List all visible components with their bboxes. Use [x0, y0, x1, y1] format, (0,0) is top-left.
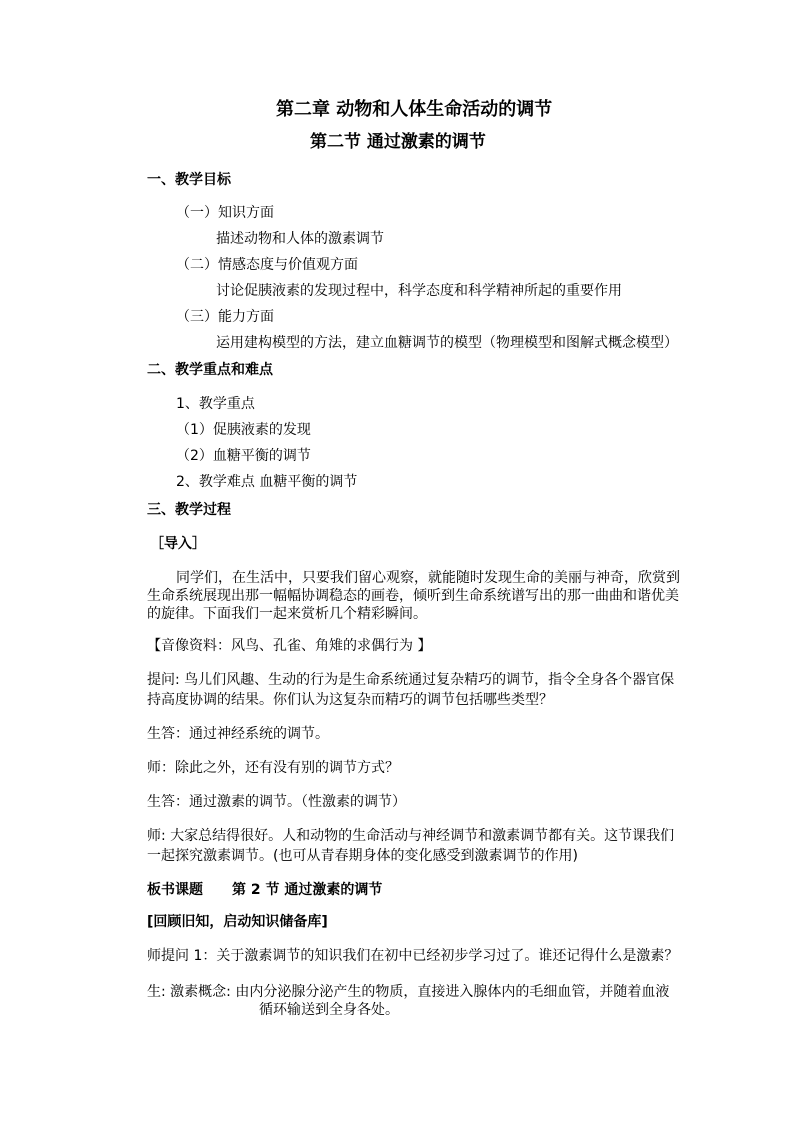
goals-heading: 一、教学目标 [147, 172, 231, 188]
student-answer-1: 生答：通过神经系统的调节。 [147, 726, 329, 742]
media-resource: 【音像资料：风鸟、孔雀、角雉的求偶行为 】 [147, 638, 432, 654]
section-title: 第二节 通过激素的调节 [310, 132, 486, 152]
teacher-summary-line1: 师: 大家总结得很好。人和动物的生命活动与神经调节和激素调节都有关。这节课我们 [147, 828, 675, 844]
board-label: 板书课题 [147, 882, 203, 898]
keypoints-difficulty: 2、教学难点 血糖平衡的调节 [176, 474, 358, 490]
goals-knowledge-label: （一）知识方面 [176, 205, 274, 221]
student-concept-line2: 循环输送到全身各处。 [259, 1002, 399, 1018]
question-line1: 提问: 鸟儿们风趣、生动的行为是生命系统通过复杂精巧的调节，指令全身各个器官保 [147, 672, 675, 688]
keypoints-heading: 二、教学重点和难点 [147, 362, 273, 378]
intro-paragraph-line1: 同学们，在生活中，只要我们留心观察，就能随时发现生命的美丽与神奇，欣赏到 [176, 570, 680, 586]
teacher-line-1: 师：除此之外，还有没有别的调节方式？ [147, 760, 399, 776]
teacher-summary-line2: 一起探究激素调节。(也可从青春期身体的变化感受到激素调节的作用) [147, 848, 578, 864]
goals-ability-label: （三）能力方面 [176, 309, 274, 325]
intro-paragraph-line3: 的旋律。下面我们一起来赏析几个精彩瞬间。 [147, 606, 427, 622]
board-title: 第 2 节 通过激素的调节 [232, 882, 383, 898]
teacher-question-1: 师提问 1：关于激素调节的知识我们在初中已经初步学习过了。谁还记得什么是激素？ [147, 948, 679, 964]
process-heading: 三、教学过程 [147, 502, 231, 518]
review-label: [回顾旧知，启动知识储备库] [147, 914, 328, 930]
keypoints-focus-item2: （2）血糖平衡的调节 [176, 448, 311, 464]
student-answer-2: 生答：通过激素的调节。（性激素的调节） [147, 794, 406, 810]
chapter-title: 第二章 动物和人体生命活动的调节 [276, 99, 553, 120]
intro-paragraph-line2: 生命系统展现出那一幅幅协调稳态的画卷，倾听到生命系统谱写出的那一曲曲和谐优美 [147, 588, 679, 604]
goals-emotion-label: （二）情感态度与价值观方面 [176, 257, 358, 273]
question-line2: 持高度协调的结果。你们认为这复杂而精巧的调节包括哪些类型？ [147, 692, 553, 708]
goals-emotion-text: 讨论促胰液素的发现过程中，科学态度和科学精神所起的重要作用 [216, 283, 622, 299]
goals-knowledge-text: 描述动物和人体的激素调节 [216, 231, 384, 247]
goals-ability-text: 运用建构模型的方法，建立血糖调节的模型（物理模型和图解式概念模型） [216, 335, 678, 351]
intro-label: ［导入］ [150, 536, 206, 552]
keypoints-focus-item1: （1）促胰液素的发现 [176, 422, 311, 438]
student-concept-line1: 生: 激素概念: 由内分泌腺分泌产生的物质，直接进入腺体内的毛细血管，并随着血液 [147, 984, 670, 1000]
keypoints-focus-label: 1、教学重点 [176, 396, 255, 412]
